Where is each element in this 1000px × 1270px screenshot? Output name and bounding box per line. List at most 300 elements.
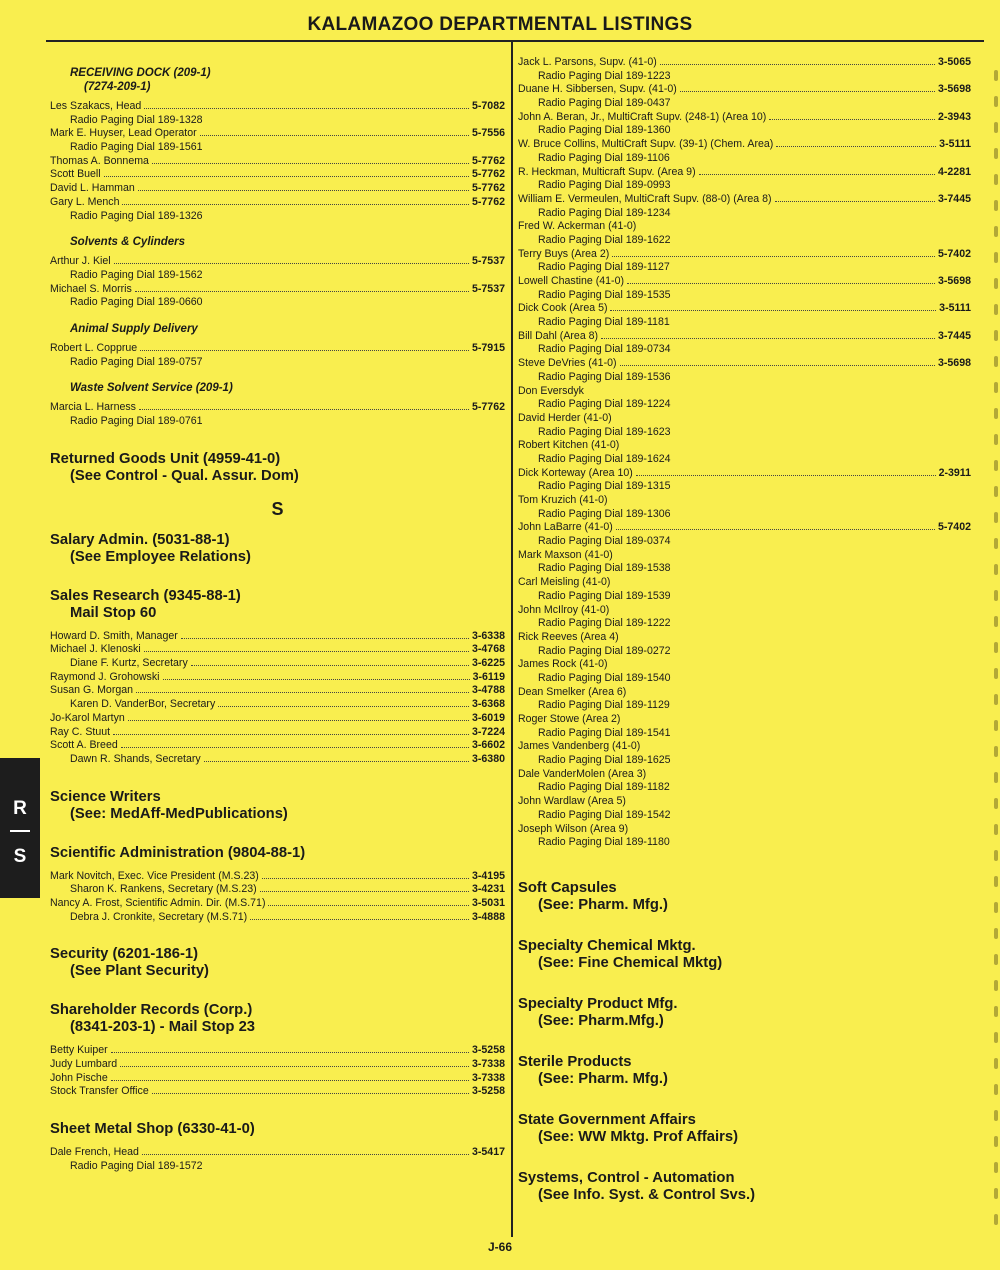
dot-leader xyxy=(627,283,935,284)
dot-leader xyxy=(121,747,469,748)
listing-entry xyxy=(50,1072,505,1086)
listing-entry xyxy=(518,138,971,152)
dot-leader xyxy=(128,720,469,721)
entry-name: Lowell Chastine (41-0) xyxy=(518,275,624,287)
binder-ring xyxy=(994,148,998,159)
entry-name: John Pische xyxy=(50,1071,108,1084)
listing-entry xyxy=(50,870,505,884)
dot-leader xyxy=(136,692,469,693)
listing-entry xyxy=(518,248,971,262)
binder-ring xyxy=(994,304,998,315)
dept-sheet-metal xyxy=(50,1121,505,1138)
entry-name: Don Eversdyk xyxy=(518,384,584,397)
entry-name: Scott A. Breed xyxy=(50,739,118,752)
listing-entry xyxy=(50,698,505,712)
dept-reference: (See: Pharm. Mfg.) xyxy=(538,1070,668,1087)
listing-entry xyxy=(518,385,971,399)
dot-leader xyxy=(144,651,469,652)
animal-supply-list xyxy=(50,342,505,369)
dept-heading xyxy=(518,1054,971,1088)
left-column xyxy=(50,56,505,1173)
paging-number: Radio Paging Dial 189-1538 xyxy=(538,562,671,575)
entry-name: Scott Buell xyxy=(50,168,101,181)
dot-leader xyxy=(152,163,469,164)
dot-leader xyxy=(104,176,469,177)
dept-title: Specialty Product Mfg. xyxy=(518,995,678,1012)
binder-ring xyxy=(994,1110,998,1121)
dept-title: Systems, Control - Automation xyxy=(518,1169,735,1186)
phone-extension: 3-4195 xyxy=(472,869,505,882)
listing-entry xyxy=(518,823,971,837)
phone-extension: 5-7762 xyxy=(472,182,505,195)
paging-number: Radio Paging Dial 189-1222 xyxy=(538,617,671,630)
paging-line xyxy=(518,535,971,549)
dept-title: Sheet Metal Shop (6330-41-0) xyxy=(50,1121,255,1138)
paging-line xyxy=(518,453,971,467)
dot-leader xyxy=(191,665,469,666)
listing-entry xyxy=(50,753,505,767)
page-number: J-66 xyxy=(487,1240,513,1254)
paging-line xyxy=(518,754,971,768)
paging-number: Radio Paging Dial 189-1623 xyxy=(538,425,671,438)
dot-leader xyxy=(111,1052,469,1053)
listing-entry xyxy=(50,911,505,925)
entry-name: Marcia L. Harness xyxy=(50,401,136,414)
listing-entry xyxy=(518,275,971,289)
solvents-list xyxy=(50,255,505,310)
phone-extension: 5-7082 xyxy=(472,100,505,112)
entry-name: Mark E. Huyser, Lead Operator xyxy=(50,127,197,140)
dept-shareholder-records xyxy=(50,1002,505,1036)
phone-extension: 3-6019 xyxy=(472,711,505,724)
dept-title: Specialty Chemical Mktg. xyxy=(518,937,696,954)
animal-supply-heading: Animal Supply Delivery xyxy=(70,322,198,335)
dept-mail-stop: Mail Stop 60 xyxy=(70,604,157,621)
dept-title: Soft Capsules xyxy=(518,879,617,896)
tab-letter-s: S xyxy=(13,846,27,867)
paging-number: Radio Paging Dial 189-1127 xyxy=(538,261,670,274)
entry-name: Thomas A. Bonnema xyxy=(50,154,149,167)
entry-name: Tom Kruzich (41-0) xyxy=(518,494,608,506)
paging-number: Radio Paging Dial 189-1622 xyxy=(538,233,671,246)
binder-ring xyxy=(994,694,998,705)
listing-entry xyxy=(518,494,971,508)
entry-name: David L. Hamman xyxy=(50,182,135,195)
binder-ring xyxy=(994,1058,998,1069)
dept-heading xyxy=(518,880,971,914)
binder-ring xyxy=(994,226,998,237)
paging-number: Radio Paging Dial 189-1536 xyxy=(538,370,671,383)
binder-ring xyxy=(994,1136,998,1147)
entry-name: Ray C. Stuut xyxy=(50,725,111,738)
paging-line xyxy=(50,415,505,429)
entry-name: Nancy A. Frost, Scientific Admin. Dir. (M.S.71) xyxy=(50,896,266,909)
listing-entry xyxy=(518,56,971,70)
page-title: KALAMAZOO DEPARTMENTAL LISTINGS xyxy=(307,14,693,35)
receiving-dock-heading xyxy=(50,66,505,94)
waste-solvent-list xyxy=(50,401,505,428)
listing-entry xyxy=(518,412,971,426)
entry-name: Jack L. Parsons, Supv. (41-0) xyxy=(518,56,657,68)
binder-ring xyxy=(994,408,998,419)
right-entries-list xyxy=(518,56,971,850)
listing-entry xyxy=(50,1085,505,1099)
paging-number: Radio Paging Dial 189-1562 xyxy=(70,268,203,281)
dept-reference: (See: Pharm. Mfg.) xyxy=(538,896,668,913)
paging-line xyxy=(518,124,971,138)
dot-leader xyxy=(204,761,469,762)
listing-entry xyxy=(518,302,971,316)
shareholder-list xyxy=(50,1044,505,1099)
paging-line xyxy=(518,590,971,604)
entry-name: Carl Meisling (41-0) xyxy=(518,576,611,589)
paging-line xyxy=(518,371,971,385)
phone-extension: 3-6119 xyxy=(472,670,505,683)
listing-entry xyxy=(518,220,971,234)
dot-leader xyxy=(142,1154,469,1155)
dept-reference: (See: MedAff-MedPublications) xyxy=(70,805,288,822)
dept-reference: (See: WW Mktg. Prof Affairs) xyxy=(538,1128,739,1145)
listing-entry xyxy=(50,643,505,657)
phone-extension: 3-7338 xyxy=(472,1071,505,1084)
receiving-dock-heading-line1: RECEIVING DOCK (209-1) xyxy=(70,67,211,79)
paging-number: Radio Paging Dial 189-0272 xyxy=(538,644,671,657)
dot-leader xyxy=(699,174,935,175)
paging-line xyxy=(518,562,971,576)
binder-ring xyxy=(994,824,998,835)
paging-line xyxy=(518,645,971,659)
paging-number: Radio Paging Dial 189-1106 xyxy=(538,151,670,164)
entry-name: Roger Stowe (Area 2) xyxy=(518,713,621,725)
listing-entry xyxy=(50,196,505,210)
dept-title: Sales Research (9345-88-1) xyxy=(50,587,241,604)
binder-ring xyxy=(994,382,998,393)
listing-entry xyxy=(50,1044,505,1058)
dot-leader xyxy=(601,338,935,339)
binder-ring xyxy=(994,720,998,731)
entry-name: Duane H. Sibbersen, Supv. (41-0) xyxy=(518,83,677,96)
entry-name: W. Bruce Collins, MultiCraft Supv. (39-1) (Chem. Area) xyxy=(518,138,774,151)
binder-ring xyxy=(994,70,998,81)
entry-name: Betty Kuiper xyxy=(50,1044,108,1057)
paging-number: Radio Paging Dial 189-0993 xyxy=(538,179,671,192)
phone-extension: 3-6368 xyxy=(472,698,505,711)
dept-mail-stop: (8341-203-1) - Mail Stop 23 xyxy=(70,1019,256,1036)
listing-entry xyxy=(518,521,971,535)
listing-entry xyxy=(518,467,971,481)
paging-line xyxy=(518,234,971,248)
binder-ring xyxy=(994,954,998,965)
phone-extension: 3-4888 xyxy=(472,910,505,923)
phone-extension: 3-5698 xyxy=(938,83,971,96)
listing-entry xyxy=(518,686,971,700)
dot-leader xyxy=(135,291,469,292)
entry-name: Judy Lumbard xyxy=(50,1058,118,1070)
entry-name: John Wardlaw (Area 5) xyxy=(518,795,626,808)
phone-extension: 3-5031 xyxy=(472,896,505,909)
paging-number: Radio Paging Dial 189-1624 xyxy=(538,452,671,465)
dot-leader xyxy=(262,878,469,879)
binder-ring xyxy=(994,616,998,627)
dot-leader xyxy=(616,529,935,530)
paging-number: Radio Paging Dial 189-1234 xyxy=(538,206,671,219)
entry-name: Stock Transfer Office xyxy=(50,1085,149,1098)
paging-number: Radio Paging Dial 189-1535 xyxy=(538,288,671,301)
dept-reference: (See: Fine Chemical Mktg) xyxy=(538,954,723,971)
dept-science-writers xyxy=(50,789,505,823)
listing-entry xyxy=(50,726,505,740)
solvents-heading: Solvents & Cylinders xyxy=(70,236,186,249)
paging-number: Radio Paging Dial 189-1306 xyxy=(538,507,671,520)
binder-ring xyxy=(994,356,998,367)
dept-title: Sterile Products xyxy=(518,1053,632,1070)
paging-line xyxy=(50,114,505,128)
phone-extension: 3-5258 xyxy=(472,1085,505,1098)
entry-name: Gary L. Mench xyxy=(50,195,120,208)
listing-entry xyxy=(50,630,505,644)
dot-leader xyxy=(260,891,469,892)
dept-title: Returned Goods Unit (4959-41-0) xyxy=(50,450,281,467)
paging-number: Radio Paging Dial 189-1224 xyxy=(538,398,671,411)
entry-name: James Vandenberg (41-0) xyxy=(518,740,641,753)
phone-extension: 3-6225 xyxy=(472,657,505,670)
phone-extension: 3-4788 xyxy=(472,684,505,697)
entry-name: Dick Cook (Area 5) xyxy=(518,302,608,315)
paging-line xyxy=(518,261,971,275)
dot-leader xyxy=(612,256,935,257)
paging-line xyxy=(518,343,971,357)
phone-extension: 3-5698 xyxy=(938,275,971,287)
paging-number: Radio Paging Dial 189-1182 xyxy=(538,781,670,794)
binder-ring xyxy=(994,122,998,133)
paging-number: Radio Paging Dial 189-1181 xyxy=(538,316,670,329)
listing-entry xyxy=(50,883,505,897)
entry-name: Rick Reeves (Area 4) xyxy=(518,630,619,643)
dept-reference: (See Control - Qual. Assur. Dom) xyxy=(70,467,299,484)
entry-name: Sharon K. Rankens, Secretary (M.S.23) xyxy=(70,883,257,896)
binder-ring xyxy=(994,1214,998,1225)
entry-name: William E. Vermeulen, MultiCraft Supv. (88-0) (Area 8) xyxy=(518,192,772,205)
dept-heading xyxy=(518,1112,971,1146)
phone-extension: 2-3943 xyxy=(938,110,971,123)
binder-ring xyxy=(994,330,998,341)
dept-title: Security (6201-186-1) xyxy=(50,946,199,963)
dept-title: State Government Affairs xyxy=(518,1111,696,1128)
listing-entry xyxy=(518,740,971,754)
listing-entry xyxy=(50,1058,505,1072)
phone-extension: 3-5111 xyxy=(939,138,971,151)
dept-title: Shareholder Records (Corp.) xyxy=(50,1002,253,1019)
listing-entry xyxy=(50,182,505,196)
dot-leader xyxy=(200,135,469,136)
phone-extension: 3-5698 xyxy=(938,357,971,370)
listing-entry xyxy=(50,155,505,169)
paging-line xyxy=(518,727,971,741)
paging-number: Radio Paging Dial 189-1223 xyxy=(538,69,671,82)
phone-extension: 3-4768 xyxy=(472,643,505,656)
listing-entry xyxy=(518,604,971,618)
paging-line xyxy=(518,699,971,713)
entry-name: Joseph Wilson (Area 9) xyxy=(518,822,629,835)
receiving-dock-list xyxy=(50,100,505,223)
entry-name: Karen D. VanderBor, Secretary xyxy=(70,698,216,711)
dot-leader xyxy=(144,108,469,109)
binder-ring xyxy=(994,798,998,809)
dept-scientific-admin xyxy=(50,845,505,862)
listing-entry xyxy=(50,739,505,753)
phone-extension: 3-6602 xyxy=(472,739,505,752)
right-column xyxy=(518,56,971,1204)
paging-number: Radio Paging Dial 189-1129 xyxy=(538,699,670,712)
listing-entry xyxy=(518,713,971,727)
dot-leader xyxy=(218,706,469,707)
dot-leader xyxy=(163,679,470,680)
phone-extension: 4-2281 xyxy=(938,165,971,178)
title-rule xyxy=(46,40,984,42)
binder-ring xyxy=(994,434,998,445)
paging-number: Radio Paging Dial 189-1540 xyxy=(538,671,671,684)
dept-sales-research xyxy=(50,588,505,622)
phone-extension: 3-7338 xyxy=(472,1058,505,1070)
dot-leader xyxy=(120,1066,469,1067)
binder-ring xyxy=(994,1162,998,1173)
binder-ring xyxy=(994,460,998,471)
entry-name: Michael S. Morris xyxy=(50,282,132,295)
paging-line xyxy=(518,836,971,850)
paging-number: Radio Paging Dial 189-0437 xyxy=(538,97,671,110)
binder-ring xyxy=(994,642,998,653)
listing-entry xyxy=(50,283,505,297)
paging-line xyxy=(50,1160,505,1174)
dept-title: Science Writers xyxy=(50,788,161,805)
entry-name: Terry Buys (Area 2) xyxy=(518,247,610,260)
section-letter: S xyxy=(271,498,284,519)
listing-entry xyxy=(50,671,505,685)
dot-leader xyxy=(113,734,469,735)
phone-extension: 5-7402 xyxy=(938,247,971,260)
entry-name: Diane F. Kurtz, Secretary xyxy=(70,657,188,670)
entry-name: Arthur J. Kiel xyxy=(50,255,111,268)
paging-line xyxy=(518,289,971,303)
entry-name: Raymond J. Grohowski xyxy=(50,670,160,683)
dept-reference: (See Info. Syst. & Control Svs.) xyxy=(538,1186,756,1203)
scientific-admin-list xyxy=(50,870,505,925)
paging-line xyxy=(518,480,971,494)
paging-number: Radio Paging Dial 189-1360 xyxy=(538,124,671,137)
entry-name: John A. Beran, Jr., MultiCraft Supv. (248-1) (Area 10) xyxy=(518,110,767,123)
entry-name: Debra J. Cronkite, Secretary (M.S.71) xyxy=(70,910,248,923)
phone-extension: 5-7762 xyxy=(472,168,505,181)
entry-name: John McIlroy (41-0) xyxy=(518,603,610,616)
phone-extension: 3-4231 xyxy=(472,883,505,896)
binder-ring xyxy=(994,278,998,289)
binder-ring xyxy=(994,746,998,757)
listing-entry xyxy=(518,111,971,125)
entry-name: Jo-Karol Martyn xyxy=(50,711,125,724)
listing-entry xyxy=(518,658,971,672)
phone-extension: 5-7537 xyxy=(472,282,505,295)
entry-name: Dale French, Head xyxy=(50,1146,139,1159)
binder-ring xyxy=(994,772,998,783)
binder-ring xyxy=(994,200,998,211)
dot-leader xyxy=(122,204,469,205)
dept-reference: (See Plant Security) xyxy=(70,963,209,980)
entry-name: John LaBarre (41-0) xyxy=(518,521,613,534)
dot-leader xyxy=(660,64,935,65)
paging-line xyxy=(50,356,505,370)
listing-entry xyxy=(50,168,505,182)
binder-ring xyxy=(994,512,998,523)
dept-title: Salary Admin. (5031-88-1) xyxy=(50,531,230,548)
paging-line xyxy=(518,152,971,166)
paging-number: Radio Paging Dial 189-0761 xyxy=(70,415,203,427)
binder-ring xyxy=(994,876,998,887)
dept-salary-admin xyxy=(50,532,505,566)
listing-entry xyxy=(50,342,505,356)
dot-leader xyxy=(152,1093,469,1094)
phone-extension: 5-7915 xyxy=(472,341,505,354)
paging-number: Radio Paging Dial 189-1542 xyxy=(538,808,671,821)
phone-extension: 5-7537 xyxy=(472,255,505,268)
phone-extension: 5-7762 xyxy=(472,401,505,414)
phone-extension: 5-7402 xyxy=(938,521,971,534)
entry-name: Dean Smelker (Area 6) xyxy=(518,685,627,698)
paging-line xyxy=(50,210,505,224)
binder-ring xyxy=(994,980,998,991)
paging-line xyxy=(518,426,971,440)
paging-line xyxy=(50,141,505,155)
paging-number: Radio Paging Dial 189-1539 xyxy=(538,589,671,602)
paging-line xyxy=(518,70,971,84)
dot-leader xyxy=(775,201,935,202)
dept-title: Scientific Administration (9804-88-1) xyxy=(50,844,306,861)
entry-name: Mark Maxson (41-0) xyxy=(518,548,613,561)
dot-leader xyxy=(114,263,469,264)
binder-ring xyxy=(994,850,998,861)
entry-name: Susan G. Morgan xyxy=(50,684,134,697)
dot-leader xyxy=(268,905,469,906)
index-tab[interactable] xyxy=(0,758,40,898)
listing-entry xyxy=(518,83,971,97)
phone-extension: 2-3911 xyxy=(938,466,971,479)
paging-number: Radio Paging Dial 189-0757 xyxy=(70,355,203,368)
paging-number: Radio Paging Dial 189-1541 xyxy=(538,726,671,739)
dept-reference: (See: Pharm.Mfg.) xyxy=(538,1012,664,1029)
listing-entry xyxy=(50,1146,505,1160)
binder-ring xyxy=(994,1032,998,1043)
listing-entry xyxy=(50,897,505,911)
listing-entry xyxy=(518,439,971,453)
listing-entry xyxy=(518,193,971,207)
listing-entry xyxy=(518,357,971,371)
listing-entry xyxy=(518,768,971,782)
paging-line xyxy=(518,781,971,795)
listing-entry xyxy=(50,657,505,671)
entry-name: Fred W. Ackerman (41-0) xyxy=(518,220,637,233)
entry-name: Steve DeVries (41-0) xyxy=(518,357,617,370)
sheet-metal-list xyxy=(50,1146,505,1173)
dot-leader xyxy=(140,350,469,351)
dept-heading xyxy=(518,1170,971,1204)
right-departments xyxy=(518,880,971,1204)
paging-line xyxy=(518,179,971,193)
column-divider xyxy=(511,42,513,1237)
binder-ring xyxy=(994,96,998,107)
dept-heading xyxy=(518,996,971,1030)
binder-ring xyxy=(994,486,998,497)
paging-number: Radio Paging Dial 189-0660 xyxy=(70,296,203,309)
paging-number: Radio Paging Dial 189-1180 xyxy=(538,836,670,849)
